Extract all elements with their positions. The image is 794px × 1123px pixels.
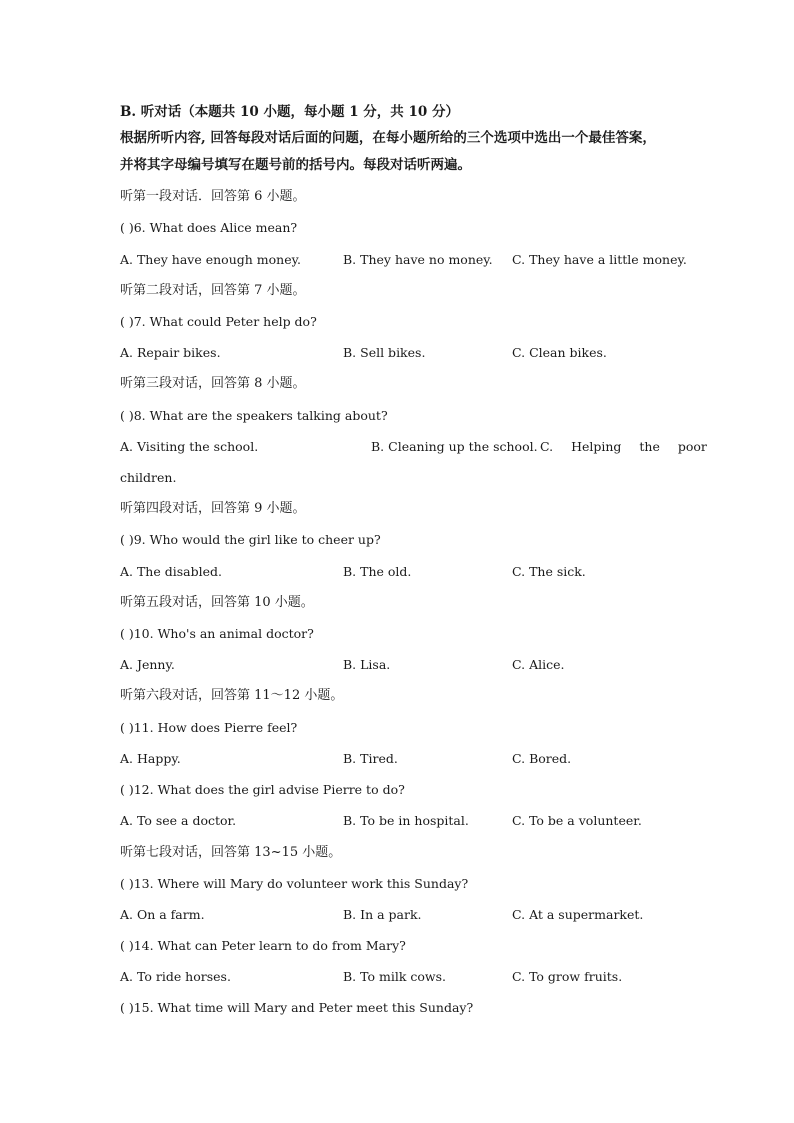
dialogue-intro: 听第四段对话，回答第 9 小题。 [120,501,306,516]
option-c: C. The sick. [512,564,586,579]
instruction-line-2: 并将其字母编号填写在题号前的括号内。每段对话听两遍。 [120,157,471,173]
option-a: A. To see a doctor. [120,813,237,828]
question-stem: ( )13. Where will Mary do volunteer work this Sunday? [120,876,469,891]
option-a: A. They have enough money. [120,252,301,267]
option-c: C. To be a volunteer. [512,813,642,828]
option-b: B. Lisa. [343,657,391,672]
question-stem: ( )10. Who's an animal doctor? [120,626,314,641]
question-stem: ( )8. What are the speakers talking about? [120,408,388,423]
option-b: B. To milk cows. [343,969,447,984]
option-b: B. Tired. [343,751,398,766]
dialogue-intro: 听第五段对话，回答第 10 小题。 [120,595,314,610]
question-stem: ( )9. Who would the girl like to cheer up? [120,532,381,547]
option-c: C. Bored. [512,751,572,766]
option-b: B. In a park. [343,907,422,922]
option-c: C. At a supermarket. [512,907,644,922]
option-c: C. They have a little money. [512,252,687,267]
option-c: C. Alice. [512,657,565,672]
dialogue-intro: 听第三段对话，回答第 8 小题。 [120,376,306,391]
option-b: B. They have no money. [343,252,493,267]
question-stem: ( )12. What does the girl advise Pierre to do? [120,782,405,797]
dialogue-intro: 听第一段对话．回答第 6 小题。 [120,189,306,204]
question-stem: ( )11. How does Pierre feel? [120,720,298,735]
option-b: B. The old. [343,564,412,579]
question-stem: ( )15. What time will Mary and Peter meet this Sunday? [120,1000,474,1015]
option-a: A. Happy. [120,751,181,766]
option-c: C. Helping the poor [540,439,707,454]
option-c-continuation: children. [120,470,177,485]
option-a: A. On a farm. [120,907,205,922]
option-a: A. To ride horses. [120,969,231,984]
option-c: C. To grow fruits. [512,969,623,984]
dialogue-intro: 听第六段对话，回答第 11～12 小题。 [120,688,344,703]
dialogue-intro: 听第二段对话，回答第 7 小题。 [120,283,306,298]
question-stem: ( )7. What could Peter help do? [120,314,317,329]
option-b: B. Sell bikes. [343,345,426,360]
section-heading: B. 听对话（本题共 10 小题，每小题 1 分，共 10 分） [120,104,459,120]
question-stem: ( )6. What does Alice mean? [120,220,298,235]
instruction-line-1: 根据所听内容, 回答每段对话后面的问题，在每小题所给的三个选项中选出一个最佳答案， [120,130,656,146]
option-a: A. Jenny. [120,657,175,672]
option-c: C. Clean bikes. [512,345,607,360]
option-a: A. The disabled. [120,564,222,579]
option-b: B. Cleaning up the school. [371,439,538,454]
dialogue-intro: 听第七段对话，回答第 13~15 小题。 [120,845,342,860]
question-stem: ( )14. What can Peter learn to do from Mary? [120,938,406,953]
option-a: A. Repair bikes. [120,345,221,360]
option-b: B. To be in hospital. [343,813,469,828]
option-a: A. Visiting the school. [120,439,259,454]
